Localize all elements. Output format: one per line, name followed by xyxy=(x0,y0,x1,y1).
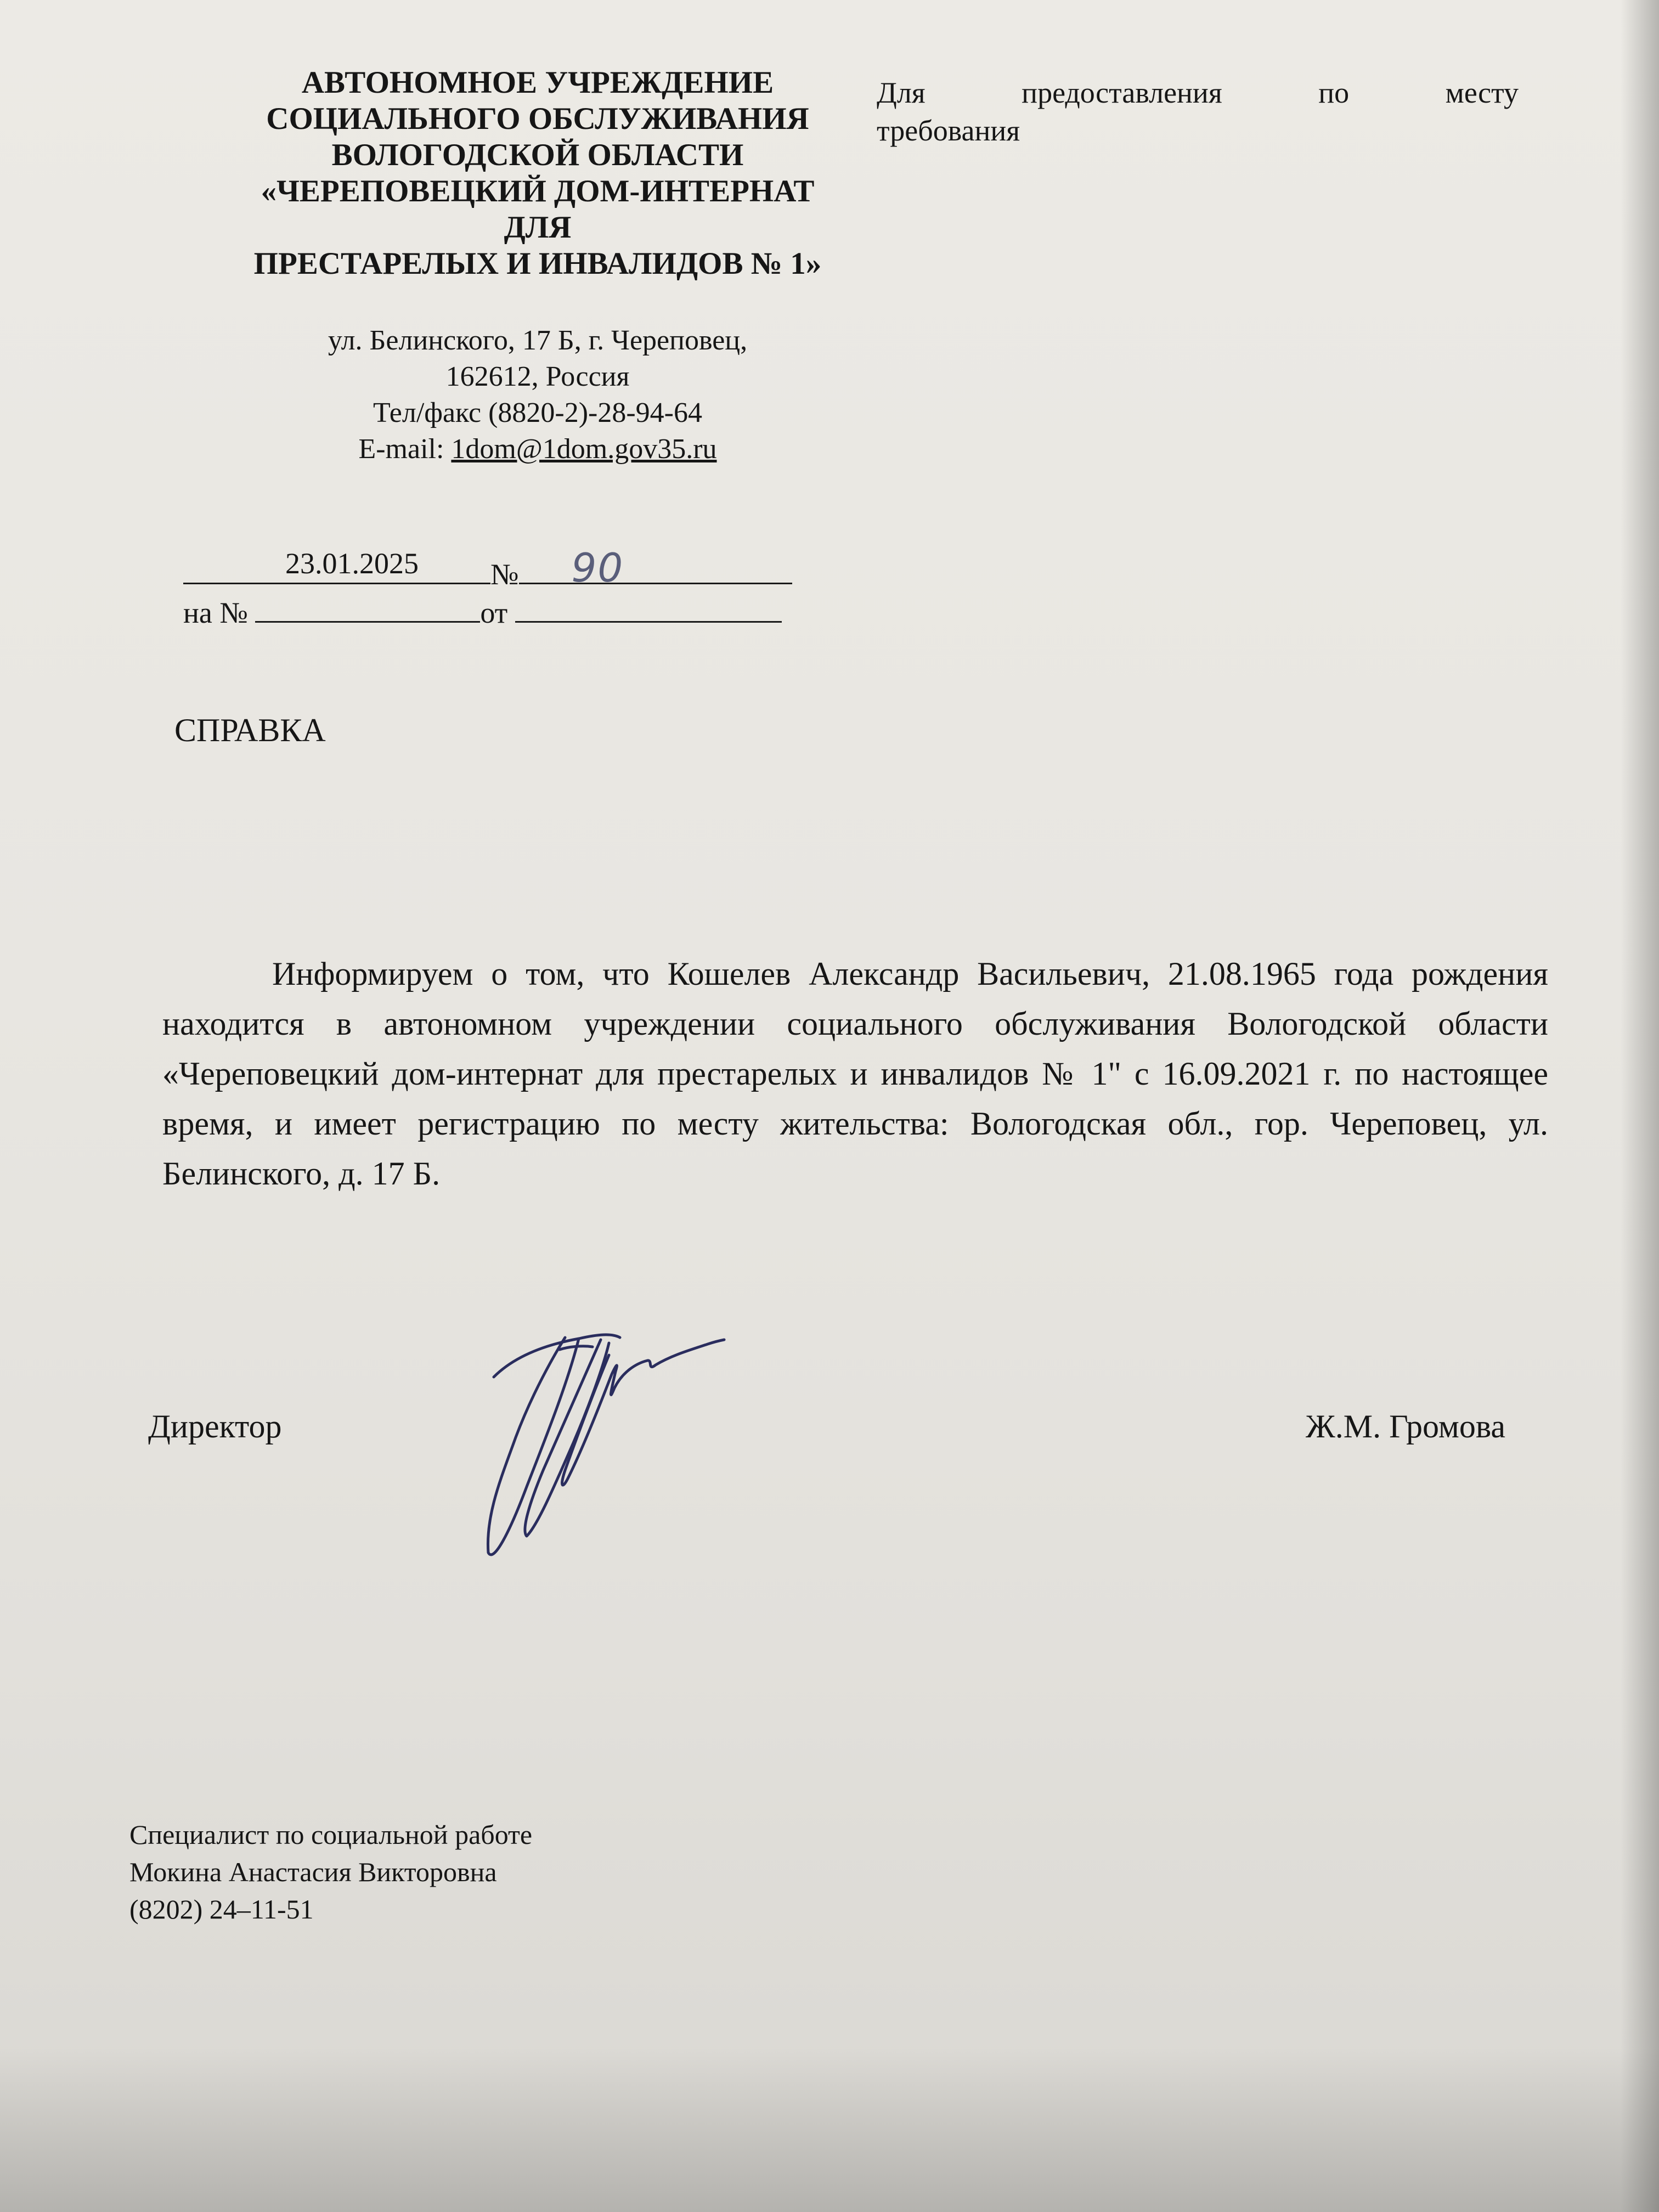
on-number-field xyxy=(255,592,480,623)
registration-row xyxy=(183,545,792,592)
organization-contacts xyxy=(192,323,883,467)
address-postal: 162612, Россия xyxy=(445,361,630,392)
organization-name xyxy=(192,65,883,282)
org-line: АВТОНОМНОЕ УЧРЕЖДЕНИЕ xyxy=(301,65,774,100)
recipient-line: Для предоставления по месту xyxy=(877,76,1519,109)
date-field xyxy=(183,547,490,584)
signer-position: Директор xyxy=(148,1408,282,1444)
document-title: СПРАВКА xyxy=(174,712,326,748)
executor-role: Специалист по социальной работе xyxy=(129,1819,533,1850)
from-date-field xyxy=(515,592,782,623)
email-label: E-mail: xyxy=(358,433,444,465)
document-number: 90 xyxy=(571,545,624,591)
on-number-label: на № xyxy=(183,596,248,629)
handwritten-signature xyxy=(472,1322,757,1575)
org-line: СОЦИАЛЬНОГО ОБСЛУЖИВАНИЯ xyxy=(266,101,809,136)
executor-name: Мокина Анастасия Викторовна xyxy=(129,1857,497,1887)
recipient-line-2: требования xyxy=(877,114,1020,147)
from-label: от xyxy=(480,596,508,629)
document-body xyxy=(162,949,1548,1199)
page-edge-shadow xyxy=(1621,0,1659,2212)
org-line: ДЛЯ xyxy=(504,210,572,245)
signer-name: Ж.М. Громова xyxy=(1306,1408,1506,1444)
document-date: 23.01.2025 xyxy=(285,547,419,580)
reference-row xyxy=(183,592,782,631)
body-paragraph: Информируем о том, что Кошелев Александр Васильевич, 21.08.1965 года рождения находится в автономном учреждении социального обслуживания Вологодской области «Череповецкий дом-интернат для престарелых и инвалидов № 1" с 16.09.2021 г. по настоящее время, и имеет регистрацию по месту жительства: Вологодская обл., гор. Череповец, ул. Белинского, д. 17 Б. xyxy=(162,956,1548,1192)
executor-info xyxy=(129,1816,532,1928)
org-line: ПРЕСТАРЕЛЫХ И ИНВАЛИДОВ № 1» xyxy=(253,246,822,281)
number-field xyxy=(519,545,792,591)
org-line: «ЧЕРЕПОВЕЦКИЙ ДОМ-ИНТЕРНАТ xyxy=(261,174,815,208)
address-line: ул. Белинского, 17 Б, г. Череповец, xyxy=(328,325,748,356)
phone-fax: Тел/факс (8820-2)-28-94-64 xyxy=(373,397,702,428)
org-line: ВОЛОГОДСКОЙ ОБЛАСТИ xyxy=(331,138,744,172)
email-row xyxy=(192,431,883,467)
page-bottom-shadow xyxy=(0,2047,1659,2212)
executor-phone: (8202) 24–11-51 xyxy=(129,1894,314,1925)
number-label: № xyxy=(490,558,519,591)
email-link[interactable]: 1dom@1dom.gov35.ru xyxy=(451,433,717,465)
